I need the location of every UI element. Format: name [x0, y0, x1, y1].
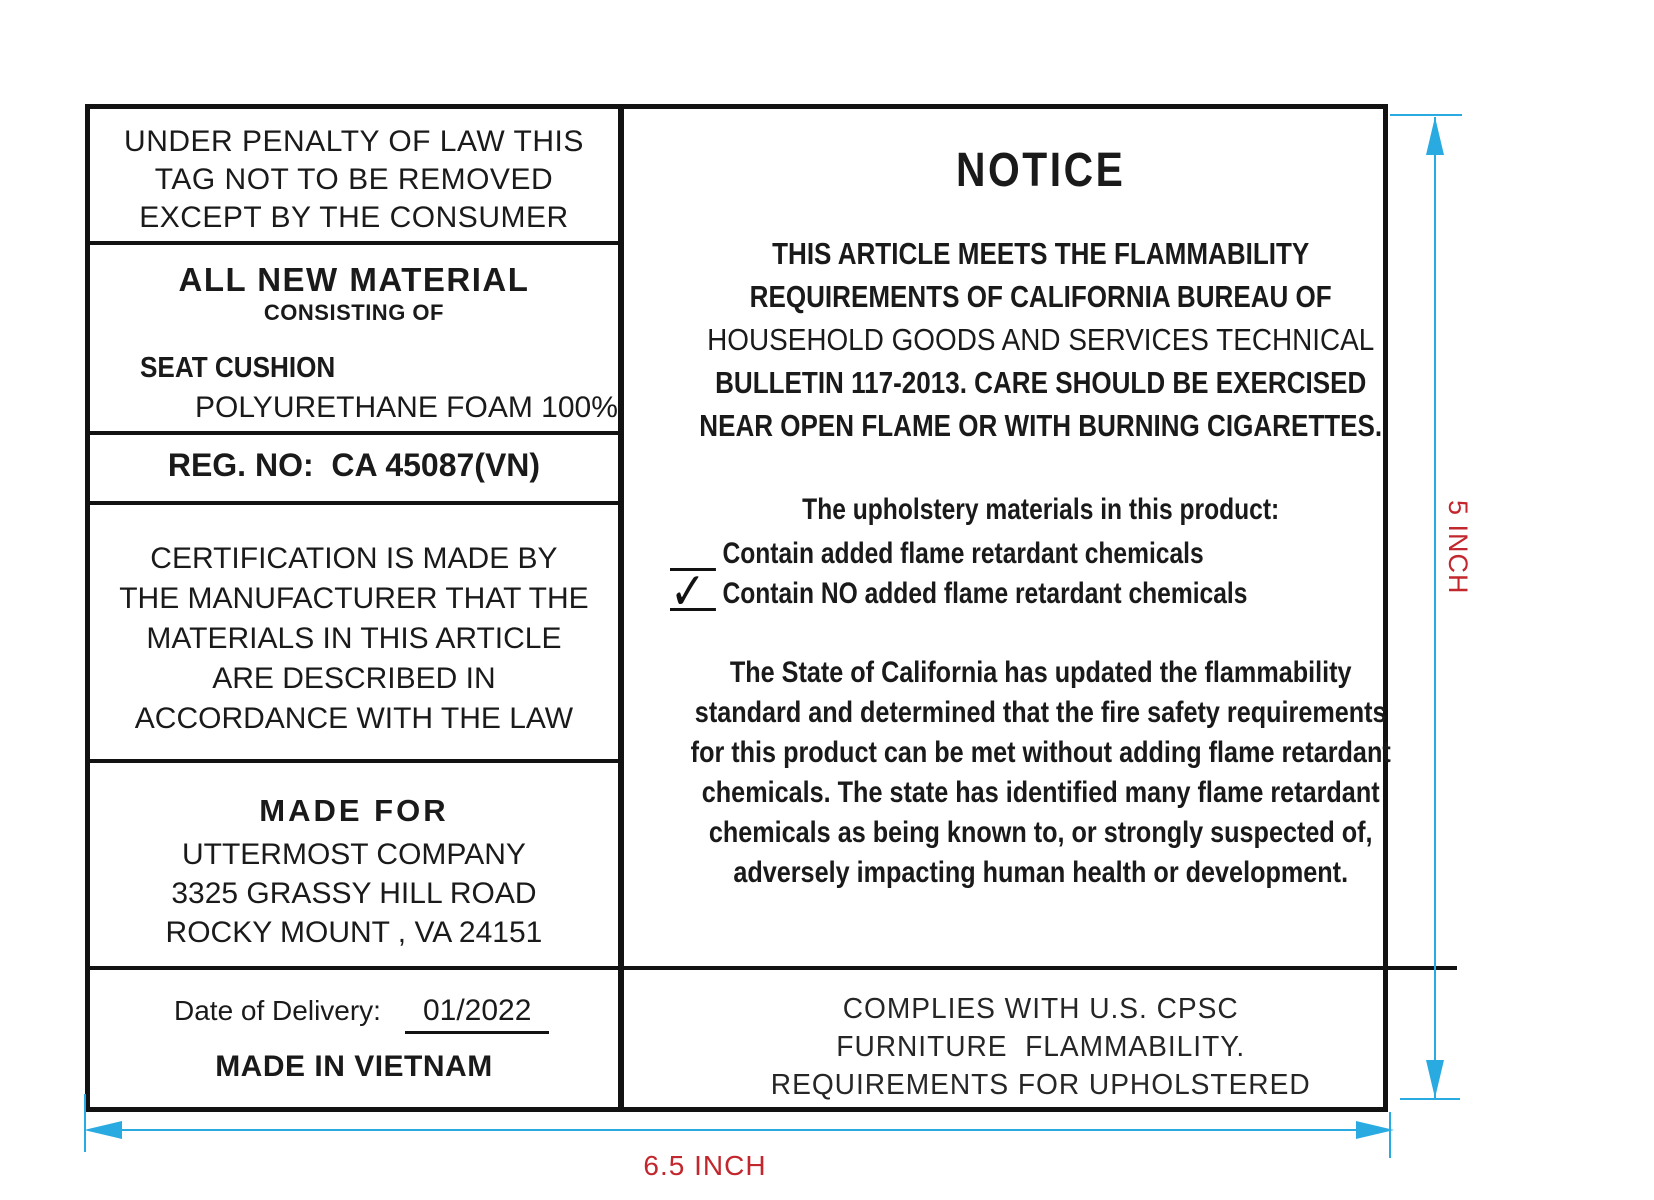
certification-line: THE MANUFACTURER THAT THE — [119, 582, 589, 615]
flammability-line: HOUSEHOLD GOODS AND SERVICES TECHNICAL — [707, 322, 1375, 357]
certification-section — [90, 505, 618, 763]
cpsc-section — [624, 970, 1457, 1107]
state-update-paragraph — [624, 653, 1457, 893]
notice-title: NOTICE — [955, 144, 1126, 197]
state-line: The State of California has updated the flammability — [729, 656, 1352, 689]
material-section — [90, 245, 618, 435]
state-line: chemicals as being known to, or strongly suspected of, — [708, 816, 1373, 849]
height-dimension-label: 5 INCH — [1443, 500, 1473, 595]
certification-line: MATERIALS IN THIS ARTICLE — [146, 622, 562, 655]
arrow-down-icon — [1426, 1060, 1444, 1098]
state-line: for this product can be met without adding flame retardant — [690, 736, 1391, 769]
option-contains-retardant — [670, 531, 1316, 571]
certification-line: ACCORDANCE WITH THE LAW — [134, 702, 574, 735]
made-for-section — [90, 763, 618, 970]
material-component: SEAT CUSHION — [140, 352, 336, 384]
registration-number-text: REG. NO: CA 45087(VN) — [167, 447, 541, 483]
option-no-retardant — [669, 563, 1316, 621]
cpsc-line: COMPLIES WITH U.S. CPSC — [842, 993, 1239, 1025]
made-for-company: UTTERMOST COMPANY — [181, 838, 526, 871]
state-line: standard and determined that the fire safety requirements — [694, 696, 1387, 729]
flammability-line: REQUIREMENTS OF CALIFORNIA BUREAU OF — [749, 279, 1332, 314]
arrow-right-icon — [1356, 1121, 1394, 1139]
penalty-line: TAG NOT TO BE REMOVED — [154, 163, 554, 196]
material-title: ALL NEW MATERIAL — [178, 261, 530, 298]
flammability-line: NEAR OPEN FLAME OR WITH BURNING CIGARETTES. — [699, 408, 1383, 443]
cpsc-line: REQUIREMENTS FOR UPHOLSTERED — [770, 1069, 1311, 1101]
height-dimension-tick-top — [1390, 114, 1462, 116]
label-left-column — [90, 109, 624, 1107]
country-of-origin: MADE IN VIETNAM — [215, 1050, 493, 1083]
material-composition: POLYURETHANE FOAM 100% — [195, 391, 618, 424]
checkbox-blank-checked — [669, 563, 716, 621]
height-dimension-line — [1434, 117, 1436, 1098]
option-label: Contain NO added flame retardant chemicals — [722, 577, 1248, 610]
made-for-city: ROCKY MOUNT , VA 24151 — [165, 916, 543, 949]
delivery-section — [90, 970, 618, 1107]
height-dimension-tick-bottom — [1400, 1098, 1460, 1100]
flammability-line: THIS ARTICLE MEETS THE FLAMMABILITY — [772, 236, 1310, 271]
delivery-date-value: 01/2022 — [405, 994, 549, 1034]
arrow-up-icon — [1426, 117, 1444, 155]
delivery-date-label: Date of Delivery: — [174, 995, 381, 1026]
label-right-column — [624, 109, 1457, 1107]
law-label — [85, 104, 1391, 1112]
width-dimension-label: 6.5 INCH — [643, 1150, 767, 1181]
material-subtitle: CONSISTING OF — [263, 300, 444, 325]
state-line: adversely impacting human health or development. — [733, 856, 1348, 889]
notice-section — [624, 109, 1457, 970]
arrow-left-icon — [84, 1121, 122, 1139]
registration-number — [90, 435, 618, 505]
width-dimension-line — [88, 1129, 1390, 1131]
penalty-line: UNDER PENALTY OF LAW THIS — [124, 125, 584, 158]
made-for-title: MADE FOR — [259, 793, 449, 828]
certification-line: CERTIFICATION IS MADE BY — [150, 542, 558, 575]
checkmark-icon: ✓ — [669, 563, 706, 621]
certification-line: ARE DESCRIBED IN — [212, 662, 496, 695]
cpsc-line: FURNITURE FLAMMABILITY. — [836, 1031, 1246, 1063]
flammability-line: BULLETIN 117-2013. CARE SHOULD BE EXERCISED — [715, 365, 1367, 400]
flammability-paragraph — [624, 232, 1457, 447]
penalty-line: EXCEPT BY THE CONSUMER — [139, 201, 569, 234]
retardant-options — [624, 531, 1457, 621]
state-line: chemicals. The state has identified many flame retardant — [701, 776, 1380, 809]
penalty-section — [90, 109, 618, 245]
made-for-street: 3325 GRASSY HILL ROAD — [171, 877, 537, 910]
option-label: Contain added flame retardant chemicals — [722, 537, 1204, 570]
upholstery-heading: The upholstery materials in this product: — [802, 493, 1280, 526]
